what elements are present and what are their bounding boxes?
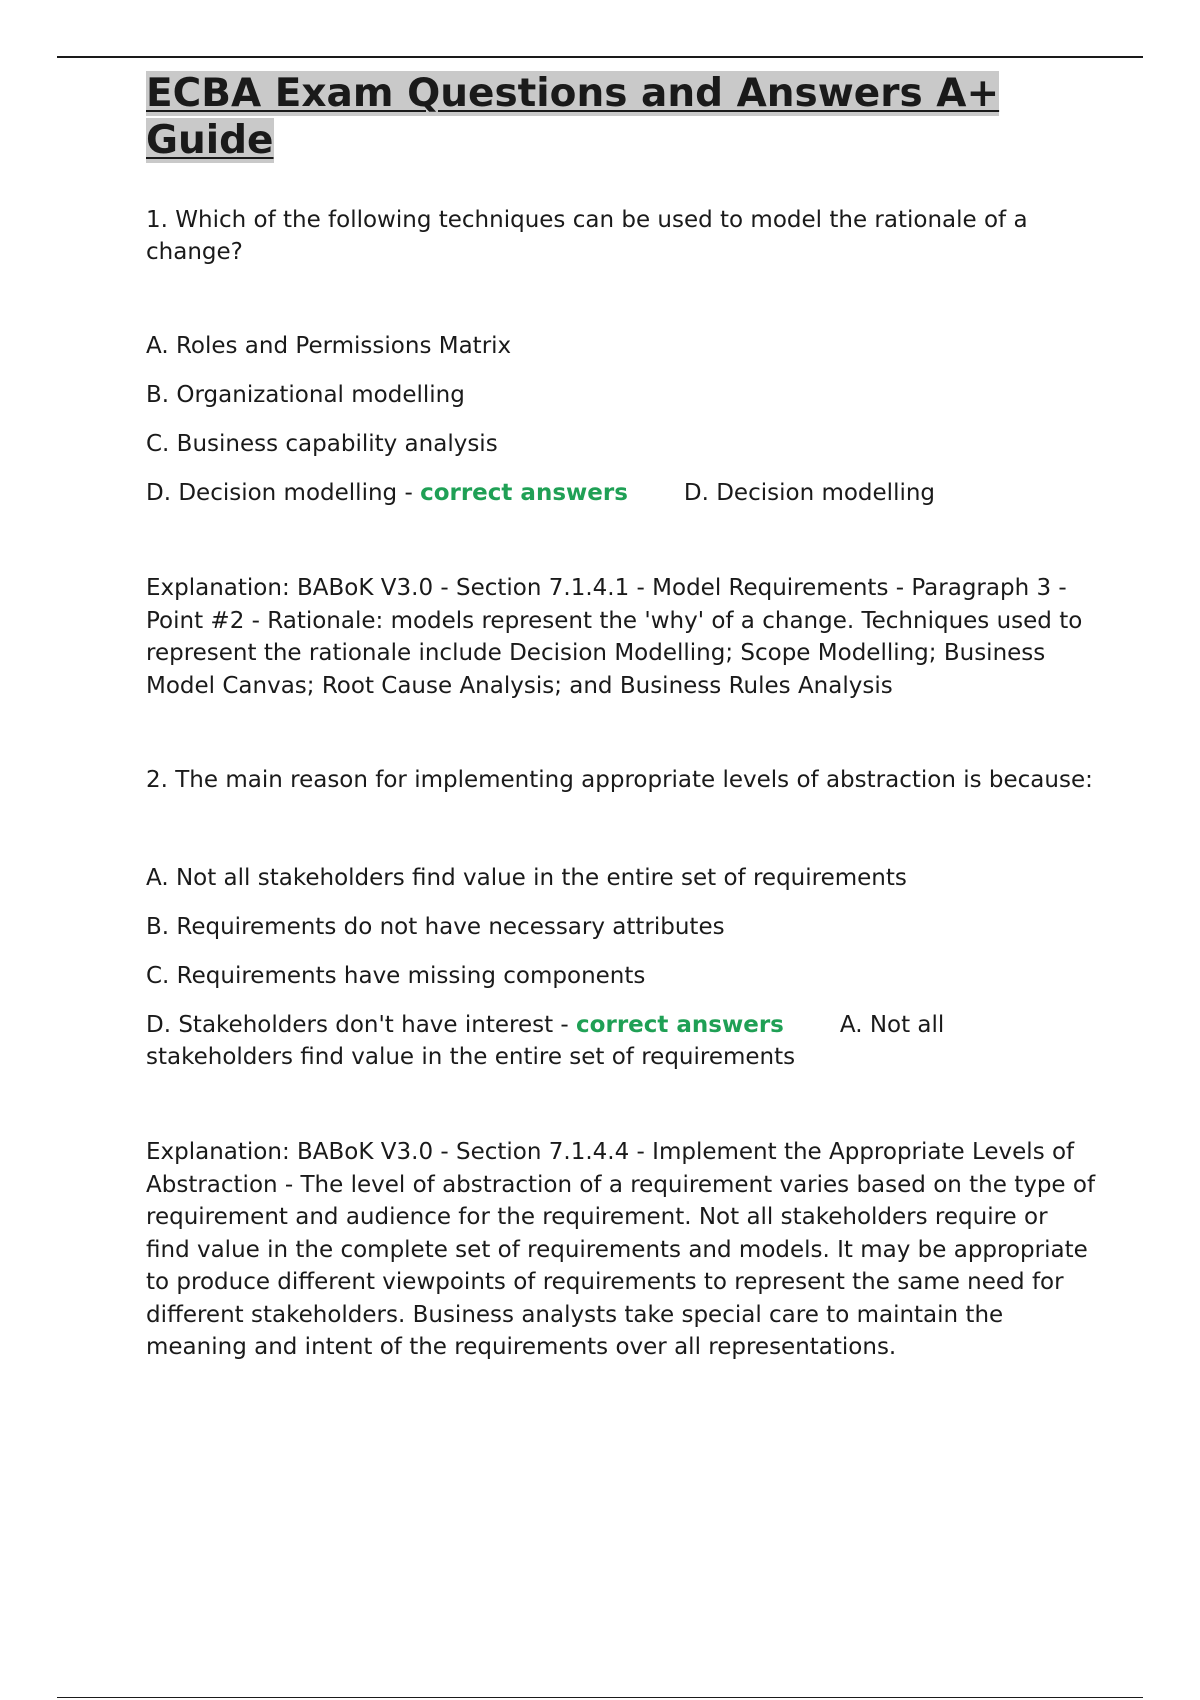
question-1-option-a: A. Roles and Permissions Matrix bbox=[146, 333, 512, 359]
question-2-explanation: Explanation: BABoK V3.0 - Section 7.1.4.4 - Implement the Appropriate Levels of Abstraction - The level of abstraction of a requirement varies based on the type of requirement and audience for the requirement. Not all stakeholders require or find value in the complete set of requirements and models. It may be appropriate to produce different viewpoints of requirements to represent the same need for different stakeholders. Business analysts take special care to maintain the meaning and intent of the requirements over all representations. bbox=[146, 1139, 1096, 1360]
question-1-option-d bbox=[146, 477, 1096, 509]
question-2-text: 2. The main reason for implementing appropriate levels of abstraction is because: bbox=[146, 767, 1093, 793]
title-line-1: ECBA Exam Questions and Answers A+ bbox=[146, 71, 1000, 116]
question-1-text: 1. Which of the following techniques can be used to model the rationale of a change? bbox=[146, 207, 1028, 265]
question-2-options bbox=[146, 862, 1096, 1073]
question-1-correct-label: correct answers bbox=[420, 480, 628, 506]
question-1-option-b: B. Organizational modelling bbox=[146, 382, 465, 408]
question-2-answer: A. Not all stakeholders find value in the entire set of requirements bbox=[146, 1012, 945, 1070]
question-2-option-d bbox=[146, 1009, 1096, 1073]
question-2-option-c: C. Requirements have missing components bbox=[146, 963, 646, 989]
question-1-option-c: C. Business capability analysis bbox=[146, 431, 498, 457]
question-1-option-d-text: D. Decision modelling - bbox=[146, 480, 421, 506]
question-2-correct-label: correct answers bbox=[576, 1012, 784, 1038]
top-rule bbox=[57, 56, 1143, 58]
page-title bbox=[146, 70, 1096, 164]
question-2-option-b: B. Requirements do not have necessary attributes bbox=[146, 914, 725, 940]
question-2-option-a: A. Not all stakeholders find value in the entire set of requirements bbox=[146, 865, 907, 891]
question-1-answer: D. Decision modelling bbox=[683, 480, 936, 506]
question-1-explanation: Explanation: BABoK V3.0 - Section 7.1.4.1 - Model Requirements - Paragraph 3 - Point #2 - Rationale: models represent the 'why' of a change. Techniques used to represent the rationale include Decision Modelling; Scope Modelling; Business Model Canvas; Root Cause Analysis; and Business Rules Analysis bbox=[146, 575, 1083, 699]
title-line-2: Guide bbox=[146, 118, 274, 163]
question-2-option-d-text: D. Stakeholders don't have interest - bbox=[146, 1012, 577, 1038]
question-1-options bbox=[146, 330, 1096, 509]
page-content bbox=[146, 70, 1096, 1364]
bottom-rule bbox=[57, 1697, 1143, 1698]
